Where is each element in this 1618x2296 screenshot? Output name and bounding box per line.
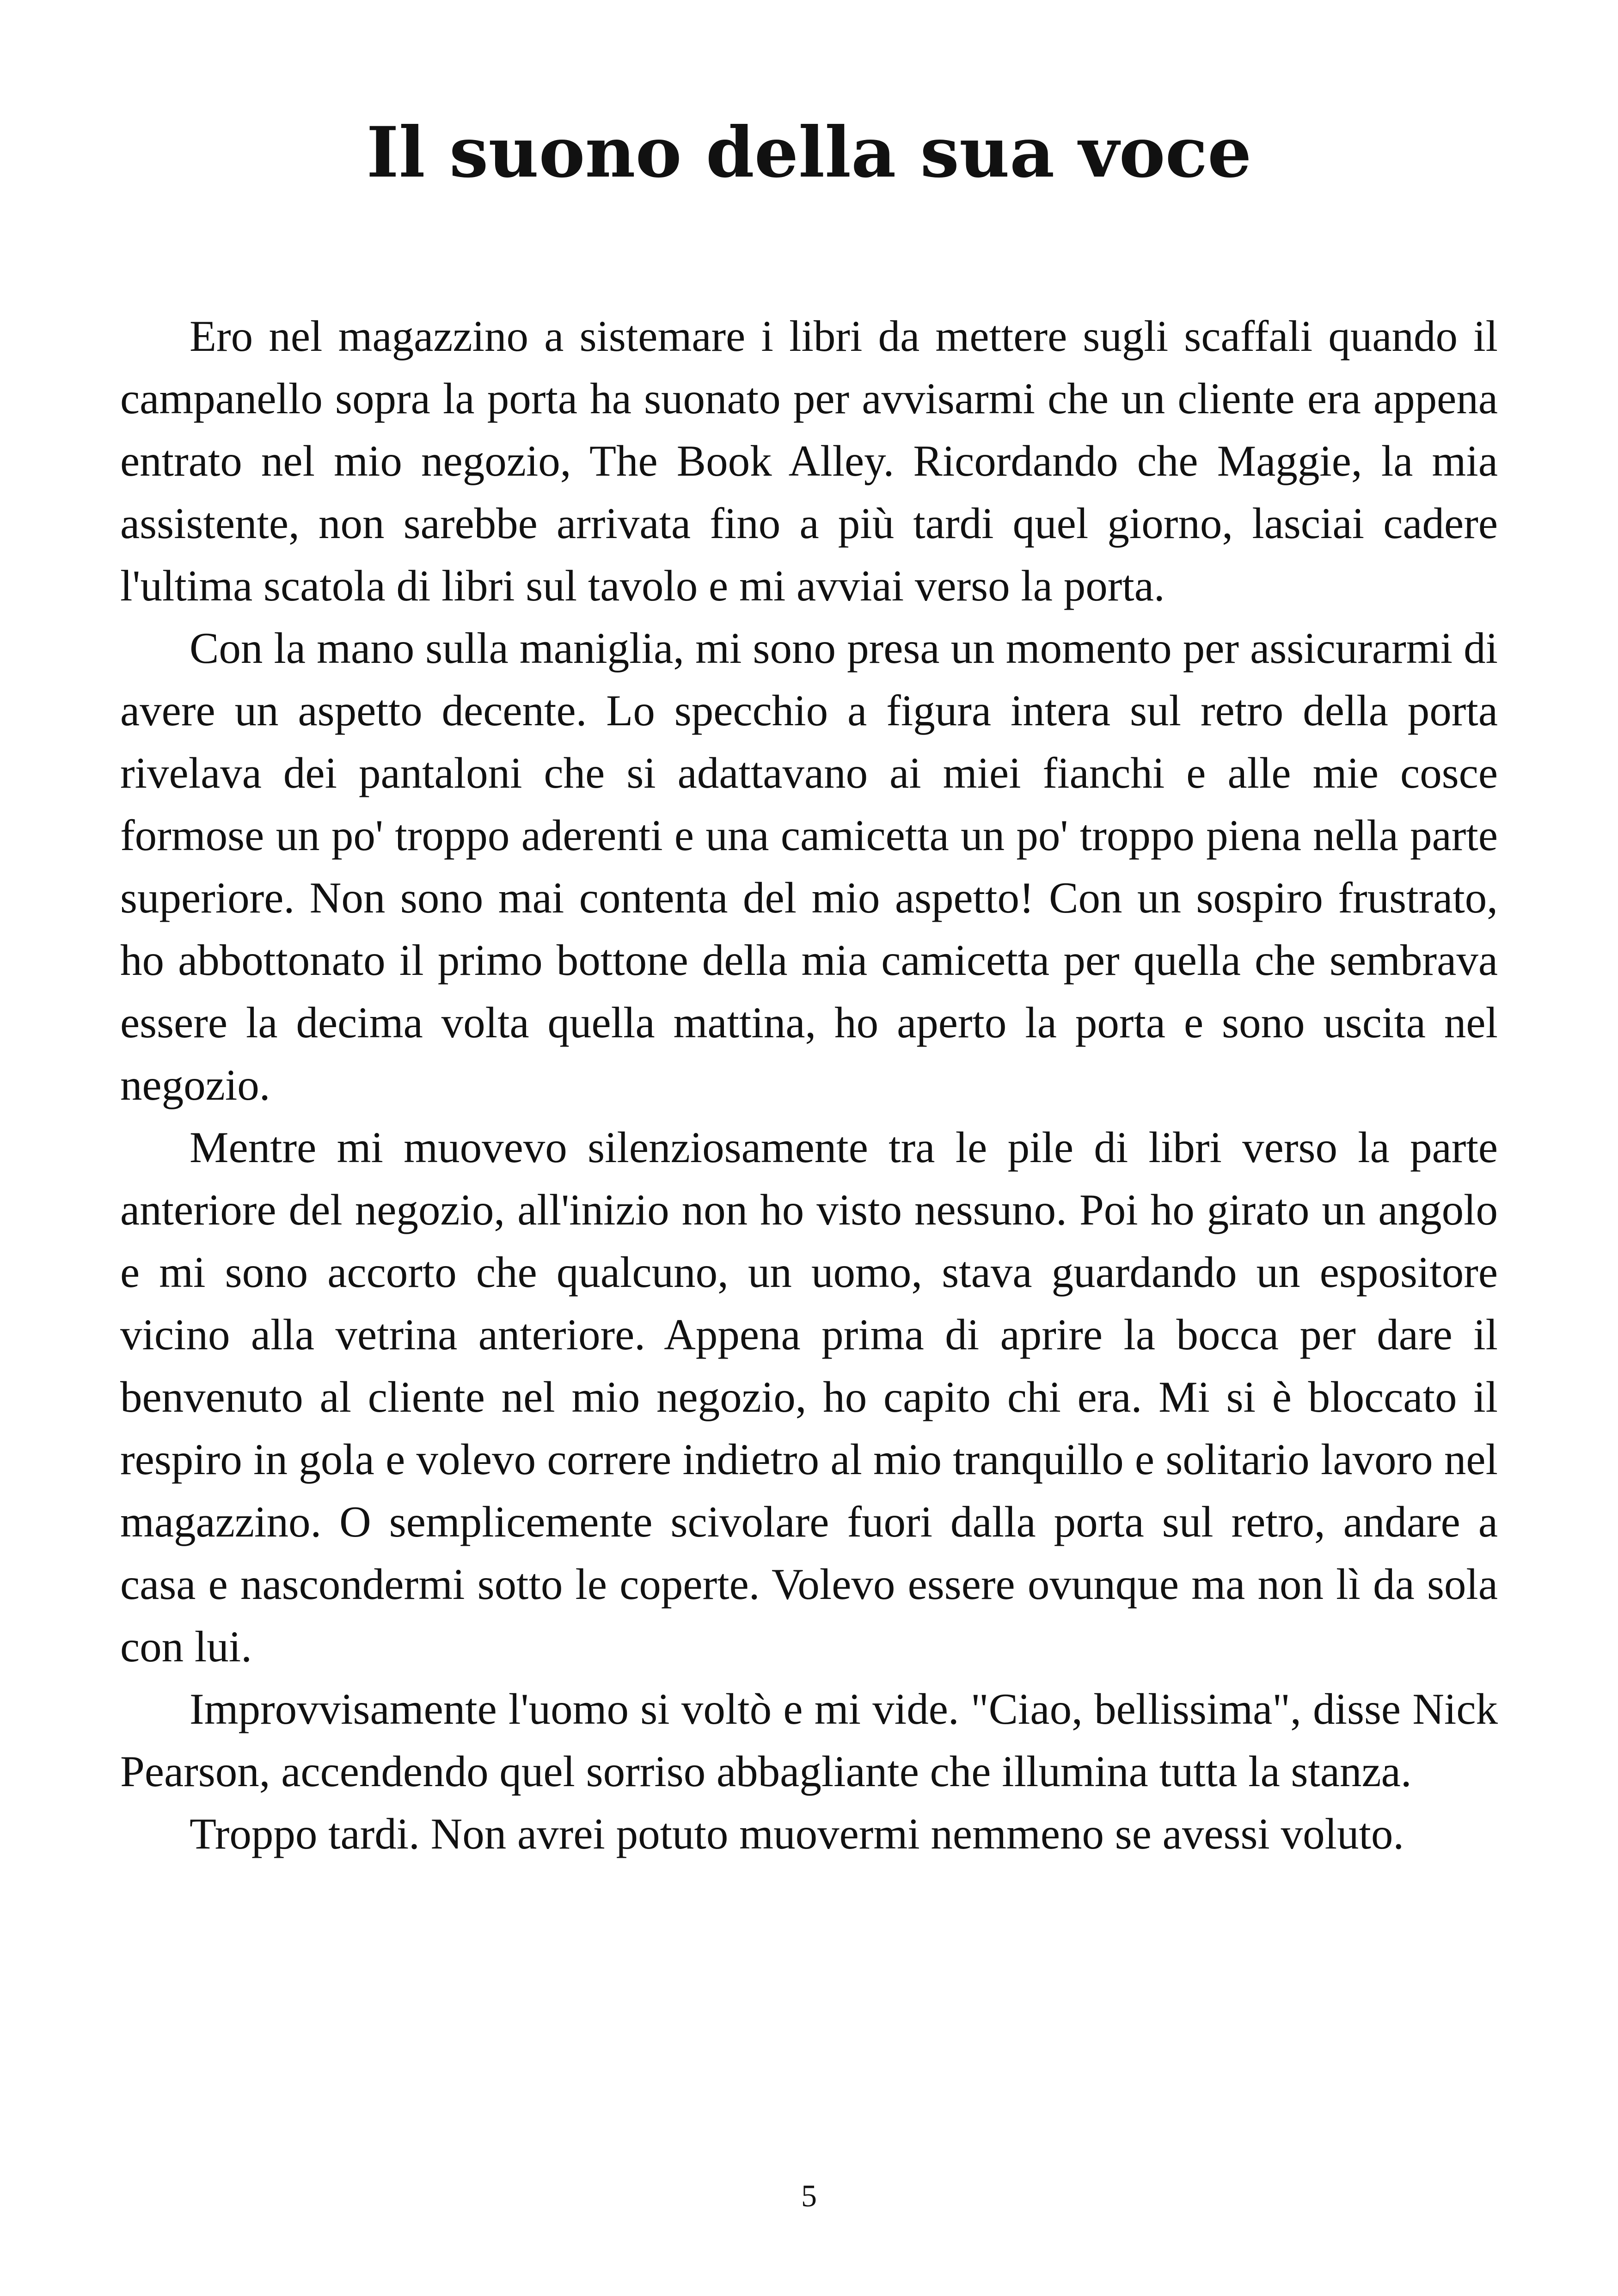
paragraph-4: Improvvisamente l'uomo si voltò e mi vide. "Ciao, bellissima", disse Nick Pearson, accendendo quel sorriso abbagliante che illumina tutta la stanza. (120, 1684, 1498, 1796)
chapter-title: Il suono della sua voce (366, 112, 1252, 193)
paragraph-5: Troppo tardi. Non avrei potuto muovermi nemmeno se avessi voluto. (190, 1809, 1404, 1858)
paragraph-3: Mentre mi muovevo silenziosamente tra le pile di libri verso la parte anteriore del negozio, all'inizio non ho visto nessuno. Poi ho girato un angolo e mi sono accorto che qualcuno, un uomo, stava guardando un espositore vicino alla vetrina anteriore. Appena prima di aprire la bocca per dare il benvenuto al cliente nel mio negozio, ho capito chi era. Mi si è bloccato il respiro in gola e volevo correre indietro al mio tranquillo e solitario lavoro nel magazzino. O semplicemente scivolare fuori dalla porta sul retro, andare a casa e nascondermi sotto le coperte. Volevo essere ovunque ma non lì da sola con lui. (120, 1123, 1498, 1671)
paragraph-2: Con la mano sulla maniglia, mi sono presa un momento per assicurarmi di avere un aspetto decente. Lo specchio a figura intera sul retro della porta rivelava dei pantaloni che si adattavano ai miei fianchi e alle mie cosce formose un po' troppo aderenti e una camicetta un po' troppo piena nella parte superiore. Non sono mai contenta del mio aspetto! Con un sospiro frustrato, ho abbottonato il primo bottone della mia camicetta per quella che sembrava essere la decima volta quella mattina, ho aperto la porta e sono uscita nel negozio. (120, 624, 1498, 1109)
chapter-body (120, 305, 1498, 1865)
page-number: 5 (801, 2178, 817, 2213)
paragraph-1: Ero nel magazzino a sistemare i libri da mettere sugli scaffali quando il campanello sopra la porta ha suonato per avvisarmi che un cliente era appena entrato nel mio negozio, The Book Alley. Ricordando che Maggie, la mia assistente, non sarebbe arrivata fino a più tardi quel giorno, lasciai cadere l'ultima scatola di libri sul tavolo e mi avviai verso la porta. (120, 312, 1498, 610)
